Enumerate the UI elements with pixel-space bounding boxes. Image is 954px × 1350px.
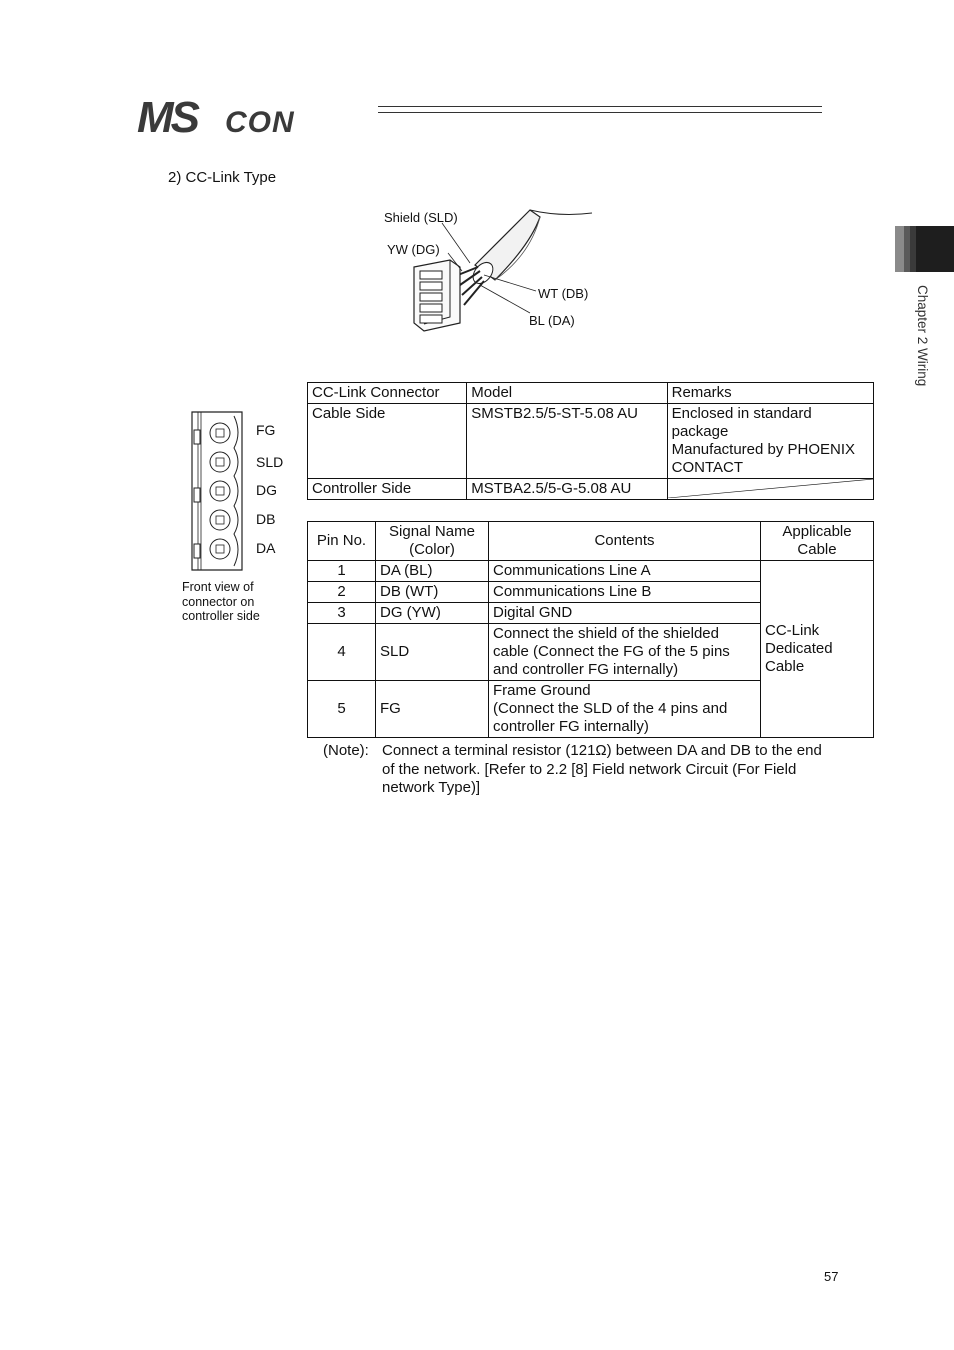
label-bl-da: BL (DA)	[529, 313, 575, 328]
header-model: Model	[467, 383, 667, 404]
table-header-row	[308, 383, 874, 404]
table-row: 5 FG Frame Ground (Connect the SLD of the 4 pins and controller FG internally)	[308, 681, 874, 738]
table-row: 1 DA (BL) Communications Line A CC-Link Dedicated Cable	[308, 561, 874, 582]
header-applicable-cable: Applicable Cable	[761, 522, 874, 561]
table-row: 3 DG (YW) Digital GND	[308, 603, 874, 624]
label-yw-dg: YW (DG)	[387, 242, 440, 257]
empty-cell-diagonal	[667, 479, 873, 500]
note-text: Connect a terminal resistor (121Ω) between DA and DB to the end of the network. [Refer to 2.2 [8] Field network Circuit (For Field network Type)]	[382, 742, 822, 796]
plug-cable-figure	[380, 205, 610, 340]
table-row: 2 DB (WT) Communications Line B	[308, 582, 874, 603]
table-row: Controller Side MSTBA2.5/5-G-5.08 AU	[308, 479, 874, 500]
pin-label-db: DB	[256, 511, 276, 527]
pin-label-sld: SLD	[256, 454, 284, 470]
header-pin-no: Pin No.	[308, 522, 376, 561]
pin-assignment-table	[307, 521, 874, 738]
section-title: 2) CC-Link Type	[168, 169, 277, 186]
page-number: 57	[824, 1269, 839, 1284]
header-signal-name: Signal Name (Color)	[376, 522, 489, 561]
header-rule-top	[378, 106, 822, 107]
mscon-logo-icon	[137, 96, 369, 138]
label-wt-db: WT (DB)	[538, 286, 589, 301]
svg-text:MS: MS	[137, 96, 197, 138]
pin-label-dg: DG	[256, 482, 277, 498]
chapter-label: Chapter 2 Wiring	[915, 285, 930, 387]
table-row: 4 SLD Connect the shield of the shielded cable (Connect the FG of the 5 pins and controller FG internally)	[308, 624, 874, 681]
header-cc-link-connector: CC-Link Connector	[308, 383, 467, 404]
table-row: Cable Side SMSTB2.5/5-ST-5.08 AU Enclosed in standard package Manufactured by PHOENIX CONTACT	[308, 404, 874, 479]
header-rule-bottom	[378, 112, 822, 113]
header-contents: Contents	[489, 522, 761, 561]
chapter-tab-icon	[895, 226, 954, 272]
table-header-row	[308, 522, 874, 561]
connector-model-table	[307, 382, 874, 500]
header-remarks: Remarks	[667, 383, 873, 404]
label-shield-sld: Shield (SLD)	[384, 210, 458, 225]
note-label: (Note):	[323, 742, 369, 759]
connector-caption: Front view of connector on controller side	[182, 580, 260, 623]
pin-label-fg: FG	[256, 422, 276, 438]
connector-front-view-figure	[188, 410, 250, 575]
pin-label-da: DA	[256, 540, 276, 556]
applicable-cable-cell: CC-Link Dedicated Cable	[761, 561, 874, 738]
svg-text:CON: CON	[225, 106, 295, 138]
